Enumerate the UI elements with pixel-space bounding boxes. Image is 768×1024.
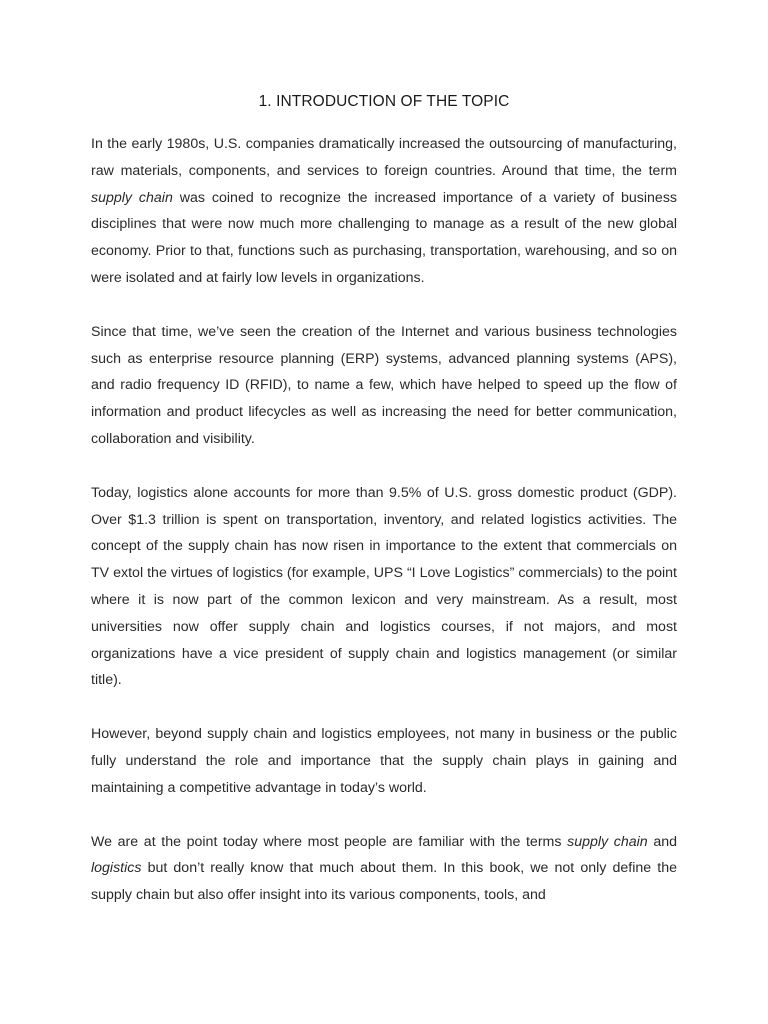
text-segment: and <box>647 833 677 850</box>
paragraph-3 <box>91 480 677 694</box>
text-segment: In the early 1980s, U.S. companies dramatically increased the outsourcing of manufacturing, raw materials, components, and services to foreign countries. Around that time, the term <box>91 136 677 179</box>
italic-term: supply chain <box>91 189 173 206</box>
paragraph-1 <box>91 131 677 292</box>
paragraph-2 <box>91 319 677 453</box>
paragraph-4 <box>91 721 677 801</box>
text-segment: We are at the point today where most people are familiar with the terms <box>91 833 568 850</box>
page-title: 1. INTRODUCTION OF THE TOPIC <box>258 93 510 110</box>
italic-term: logistics <box>91 860 142 877</box>
text-segment: was coined to recognize the increased importance of a variety of business disciplines that were now much more challenging to manage as a result of the new global economy. Prior to that, functions such as purchasing, transportation, warehousing, and so on were isolated and at fairly low levels in organizations. <box>91 189 678 286</box>
body-text <box>91 131 677 909</box>
text-segment: Today, logistics alone accounts for more than 9.5% of U.S. gross domestic product (GDP). Over $1.3 trillion is spent on transportation, inventory, and related logistics activities. The concept of the supply chain has now risen in importance to the extent that commercials on TV extol the virtues of logistics (for example, UPS “I Love Logistics” commercials) to the point where it is now part of the common lexicon and very mainstream. As a result, most universities now offer supply chain and logistics courses, if not majors, and most organizations have a vice president of supply chain and logistics management (or similar title). <box>91 484 677 689</box>
text-segment: but don’t really know that much about them. In this book, we not only define the supply chain but also offer insight into its various components, tools, and <box>91 860 677 904</box>
text-segment: Since that time, we’ve seen the creation of the Internet and various business technologies such as enterprise resource planning (ERP) systems, advanced planning systems (APS), and radio frequency ID (RFID), to name a few, which have helped to speed up the flow of information and product lifecycles as well as increasing the need for better communication, collaboration and visibility. <box>91 323 677 447</box>
text-segment: However, beyond supply chain and logistics employees, not many in business or the public fully understand the role and importance that the supply chain plays in gaining and maintaining a competitive advantage in today’s world. <box>91 726 677 796</box>
paragraph-5 <box>91 829 677 909</box>
italic-term: supply chain <box>567 833 648 850</box>
